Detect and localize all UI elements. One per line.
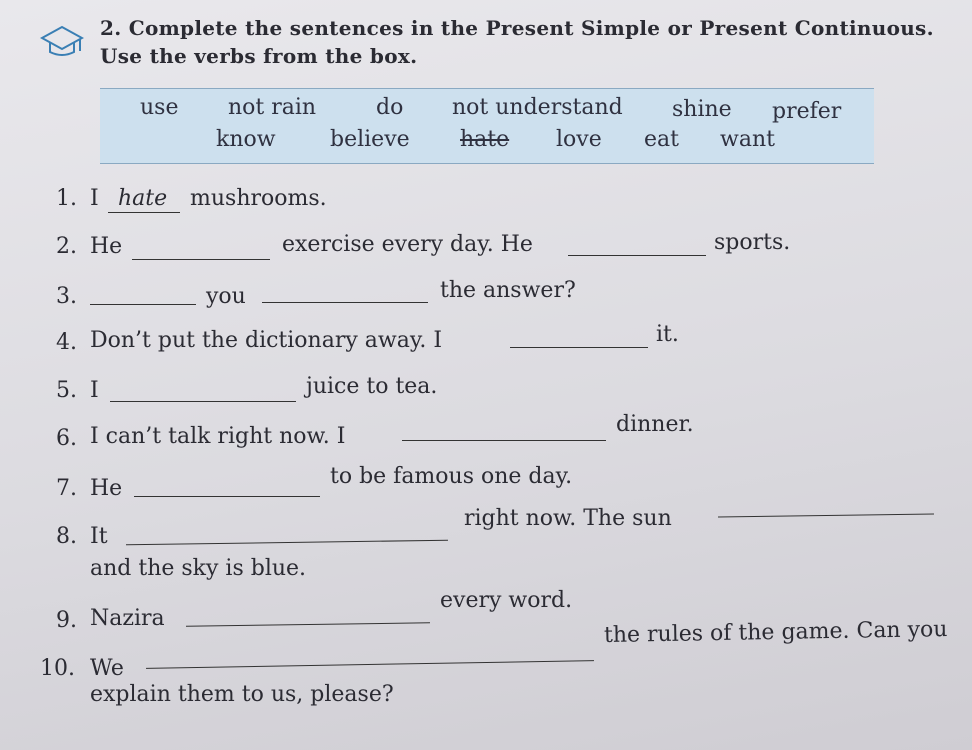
graduation-cap-icon bbox=[40, 24, 84, 60]
sentence-number: 8. bbox=[56, 524, 77, 549]
sentence-text: mushrooms. bbox=[190, 186, 327, 211]
sentence-text: explain them to us, please? bbox=[90, 682, 394, 707]
answer-blank[interactable] bbox=[110, 401, 296, 402]
sentence-text: it. bbox=[656, 322, 679, 347]
word-not-understand: not understand bbox=[452, 95, 623, 120]
sentence-text: and the sky is blue. bbox=[90, 556, 307, 581]
word-shine: shine bbox=[672, 97, 732, 122]
word-know: know bbox=[216, 127, 276, 152]
sentence-number: 6. bbox=[56, 426, 77, 451]
answer-blank[interactable] bbox=[146, 660, 594, 669]
sentence-text: It bbox=[90, 524, 108, 549]
sentence-text: We bbox=[90, 656, 124, 681]
answer-blank[interactable] bbox=[134, 496, 320, 497]
sentence-text: I can’t talk right now. I bbox=[90, 424, 346, 449]
word-eat: eat bbox=[644, 127, 679, 152]
answer-blank[interactable] bbox=[108, 212, 180, 213]
exercise-title-line1: 2. Complete the sentences in the Present Simple or Present Continuous. bbox=[100, 16, 934, 40]
sentence-number: 2. bbox=[56, 234, 77, 259]
word-believe: believe bbox=[330, 127, 410, 152]
answer-handwritten: hate bbox=[118, 186, 168, 211]
answer-blank[interactable] bbox=[126, 540, 448, 545]
answer-blank[interactable] bbox=[568, 255, 706, 256]
sentence-text: I bbox=[90, 378, 99, 403]
sentence-text: you bbox=[206, 284, 246, 309]
answer-blank[interactable] bbox=[402, 440, 606, 441]
word-prefer: prefer bbox=[772, 99, 842, 124]
word-not-rain: not rain bbox=[228, 95, 317, 120]
word-do: do bbox=[376, 95, 404, 120]
sentence-number: 4. bbox=[56, 330, 77, 355]
sentence-number: 3. bbox=[56, 284, 77, 309]
word-love: love bbox=[556, 127, 602, 152]
answer-blank[interactable] bbox=[510, 347, 648, 348]
answer-blank[interactable] bbox=[90, 304, 196, 305]
word-want: want bbox=[720, 127, 775, 152]
sentence-text: dinner. bbox=[616, 412, 694, 437]
sentence-text: Don’t put the dictionary away. I bbox=[90, 328, 443, 353]
answer-blank[interactable] bbox=[718, 513, 934, 517]
sentence-number: 5. bbox=[56, 378, 77, 403]
word-hate: hate bbox=[460, 127, 510, 152]
sentence-text: He bbox=[90, 234, 123, 259]
exercise-title-line2: Use the verbs from the box. bbox=[100, 44, 418, 68]
word-use: use bbox=[140, 95, 179, 120]
sentence-text: every word. bbox=[440, 588, 573, 613]
answer-blank[interactable] bbox=[132, 259, 270, 260]
sentence-number: 1. bbox=[56, 186, 77, 211]
sentence-number: 9. bbox=[56, 608, 77, 633]
sentence-text: to be famous one day. bbox=[330, 464, 573, 489]
sentence-text: I bbox=[90, 186, 99, 211]
answer-blank[interactable] bbox=[262, 302, 428, 303]
sentence-text: He bbox=[90, 476, 123, 501]
sentence-text: juice to tea. bbox=[306, 374, 438, 399]
sentence-text: exercise every day. He bbox=[282, 232, 533, 257]
sentence-number: 7. bbox=[56, 476, 77, 501]
sentence-number: 10. bbox=[40, 656, 75, 681]
sentence-text: Nazira bbox=[90, 606, 165, 631]
word-box bbox=[100, 88, 874, 164]
sentence-text: the rules of the game. Can you bbox=[603, 617, 948, 648]
sentence-text: the answer? bbox=[440, 278, 576, 303]
answer-blank[interactable] bbox=[186, 622, 430, 626]
sentence-text: right now. The sun bbox=[464, 506, 672, 531]
sentence-text: sports. bbox=[714, 230, 791, 255]
